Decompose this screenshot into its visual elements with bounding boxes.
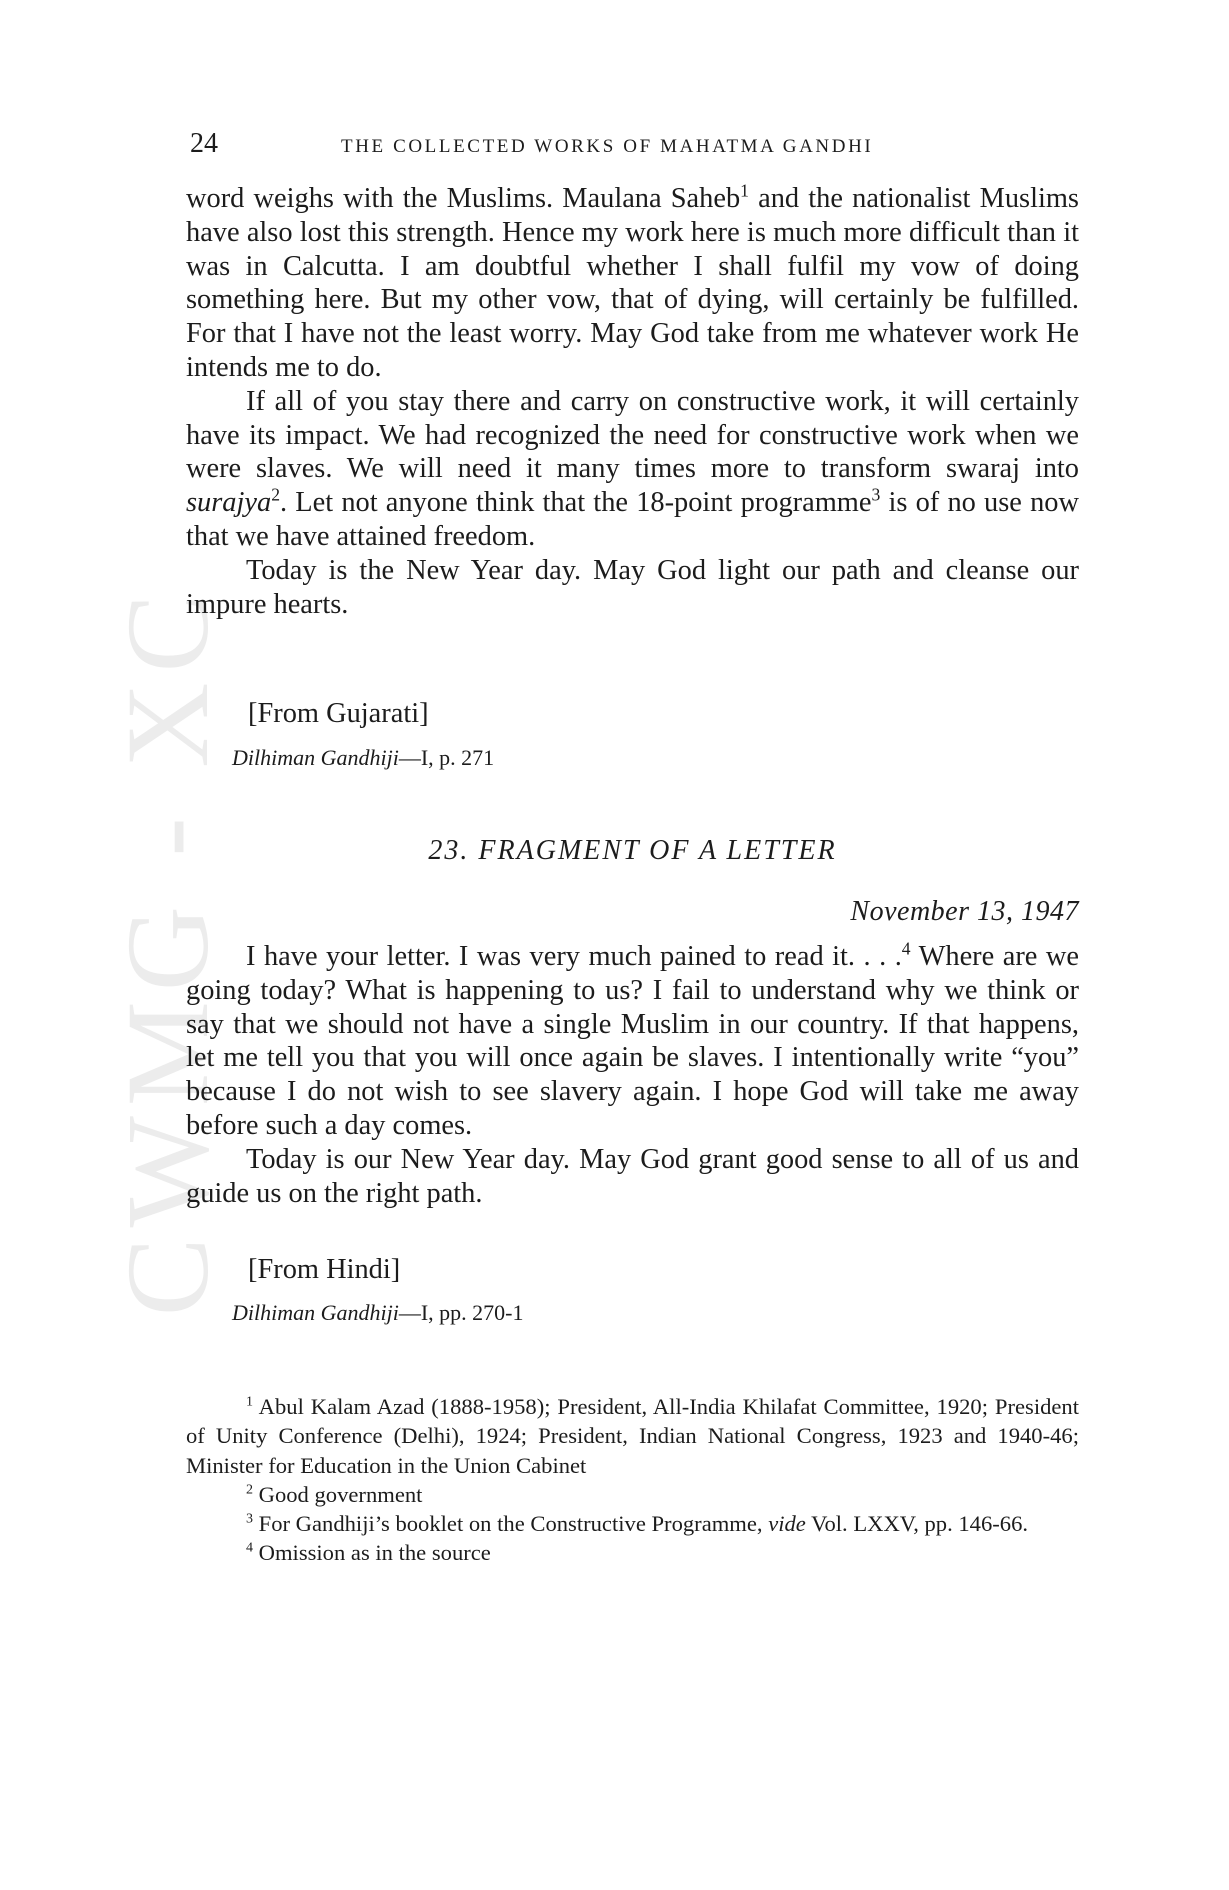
text-run: is of no use now that we have attained freedom.	[186, 487, 1079, 552]
footnote-ref: 4	[901, 938, 911, 959]
paragraph	[186, 182, 1079, 385]
source-note: [From Gujarati]	[248, 698, 429, 729]
footnote-number: 4	[246, 1540, 253, 1556]
footnote-text: Vol. LXXV, pp. 146-66.	[805, 1511, 1029, 1537]
text-run: and the nationalist Muslims have also lost this strength. Hence my work here is much more difficult than it was in Calcutta. I am doubtful whether I shall fulfil my vow of doing something here. But my other vow, that of dying, will certainly be fulfilled. For that I have not the least worry. May God take from me whatever work He intends me to do.	[186, 183, 1079, 383]
letter-date: November 13, 1947	[850, 896, 1079, 927]
footnote	[186, 1509, 1079, 1538]
section-2-body	[186, 940, 1079, 1210]
footnote-ref: 3	[871, 484, 881, 505]
text-run: word weighs with the Muslims. Maulana Saheb	[186, 183, 741, 214]
text-run: If all of you stay there and carry on constructive work, it will certainly have its impact. We had recognized the need for constructive work when we were slaves. We will need it many times more to transform swaraj into	[186, 385, 1079, 485]
paragraph: Today is the New Year day. May God light our path and cleanse our impure hearts.	[186, 554, 1079, 620]
citation	[186, 1300, 1125, 1326]
section-heading: 23. FRAGMENT OF A LETTER	[428, 835, 837, 866]
section-1-body	[186, 182, 1079, 621]
paragraph	[186, 940, 1079, 1143]
citation-rest: —I, p. 271	[398, 745, 495, 770]
footnote-number: 3	[246, 1511, 253, 1527]
running-header	[186, 128, 1079, 168]
footnote	[186, 1392, 1079, 1480]
footnote-text: Good government	[253, 1481, 423, 1507]
footnote-text: Abul Kalam Azad (1888-1958); President, All-India Khilafat Committee, 1920; President of Unity Conference (Delhi), 1924; President, Indian National Congress, 1923 and 1940-46; Minister for Education in the Union Cabinet	[186, 1394, 1079, 1478]
footnote	[186, 1480, 1079, 1509]
text-run: . Let not anyone think that the 18-point programme	[279, 487, 872, 519]
footnote-ref: 2	[271, 484, 280, 505]
footnote-text: Omission as in the source	[253, 1540, 491, 1566]
paragraph	[186, 385, 1079, 554]
footnote-number: 1	[246, 1394, 253, 1410]
citation-rest: —I, pp. 270-1	[398, 1300, 524, 1325]
text-run: I have your letter. I was very much pained to read it. . . .	[246, 941, 902, 972]
footnote-number: 2	[246, 1482, 253, 1498]
running-title: THE COLLECTED WORKS OF MAHATMA GANDHI	[341, 136, 874, 157]
citation-title: Dilhiman Gandhiji	[232, 1300, 399, 1325]
italic-term: surajya	[186, 487, 272, 519]
footnote-ref: 1	[740, 180, 749, 201]
citation-title: Dilhiman Gandhiji	[232, 745, 399, 770]
source-note: [From Hindi]	[248, 1254, 401, 1285]
watermark-text: CWMG - XC	[102, 583, 233, 1317]
citation	[186, 745, 1125, 771]
footnotes	[186, 1392, 1079, 1568]
paragraph: Today is our New Year day. May God grant good sense to all of us and guide us on the right path.	[186, 1143, 1079, 1209]
footnote-text: For Gandhiji’s booklet on the Constructive Programme,	[253, 1511, 769, 1537]
text-run: Where are we going today? What is happening to us? I fail to understand why we think or say that we should not have a single Muslim in our country. If that happens, let me tell you that you will once again be slaves. I intentionally write “you” because I do not wish to see slavery again. I hope God will take me away before such a day comes.	[186, 941, 1079, 1141]
italic-term: vide	[768, 1511, 806, 1537]
page-number: 24	[190, 128, 218, 159]
footnote	[186, 1538, 1079, 1567]
